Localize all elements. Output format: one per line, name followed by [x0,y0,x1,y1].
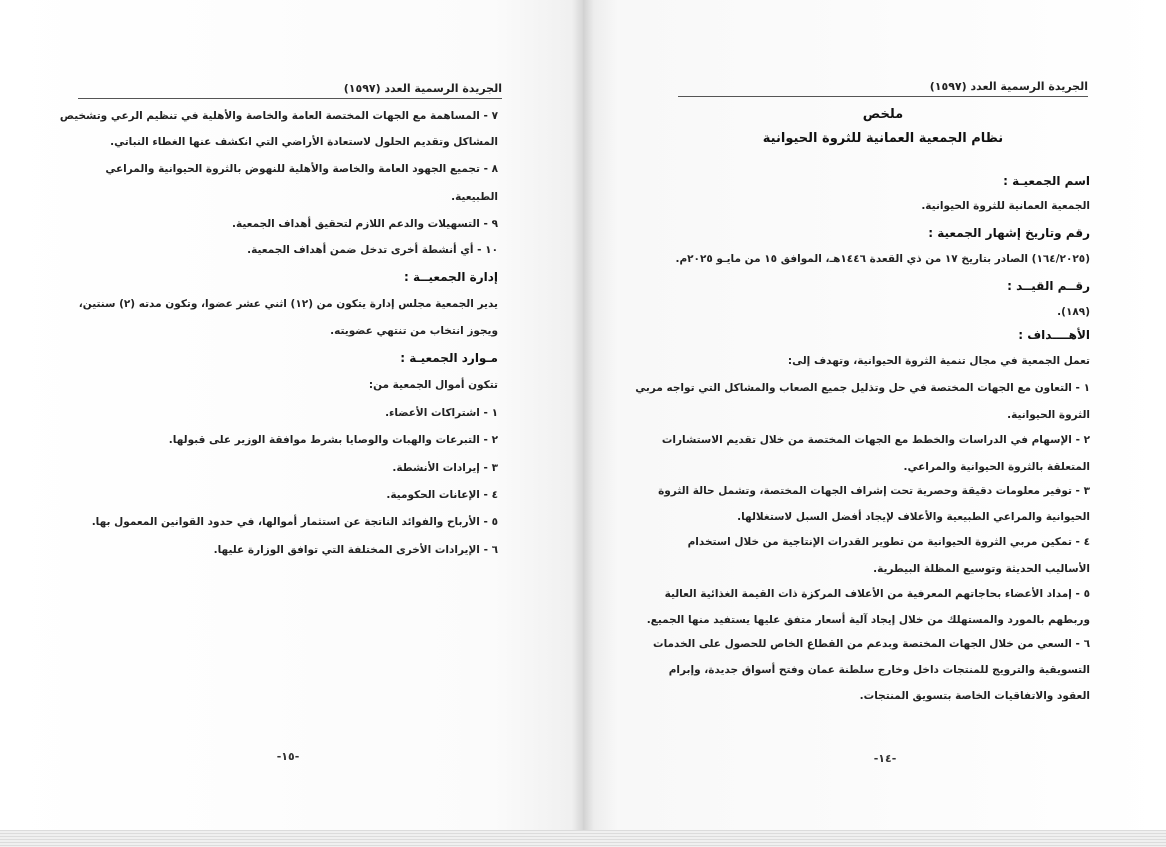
right-line: (١٦٤/٢٠٢٥) الصادر بتاريخ ١٧ من ذي القعدة ١٤٤٦هـ، الموافق ١٥ من مايـو ٢٠٢٥م. [675,253,1090,265]
right-line: تعمل الجمعية في مجال تنمية الثروة الحيوانية، وتهدف إلى: [787,355,1090,367]
book-gutter [572,0,594,832]
right-line: ٤ - تمكين مربي الثروة الحيوانية من تطوير القدرات الإنتاجية من خلال استخدام [687,536,1090,548]
left-line: ٦ - الإيرادات الأخرى المختلفة التي توافق الوزارة عليها. [213,544,498,556]
left-line: ٥ - الأرباح والفوائد الناتجة عن استثمار أموالها، في حدود القوانين المعمول بها. [91,516,498,528]
left-line: يدير الجمعية مجلس إدارة يتكون من (١٢) اثني عشر عضوا، وتكون مدته (٢) سنتين، [78,298,498,310]
left-section-heading: مـوارد الجمعيـة : [400,351,498,365]
right-line: ١ - التعاون مع الجهات المختصة في حل وتذليل جميع الصعاب والمشاكل التي تواجه مربي [635,382,1090,394]
right-section-heading: اسم الجمعيـة : [1003,174,1090,188]
left-line: ٨ - تجميع الجهود العامة والخاصة والأهلية للنهوض بالثروة الحيوانية والمراعي [105,163,498,175]
right-section-heading: رقم وتاريخ إشهار الجمعية : [928,226,1090,240]
right-page-number: -١٤- [873,752,897,765]
document-title: نظام الجمعية العمانية للثروة الحيوانية [762,131,1004,146]
right-line: (١٨٩). [1057,306,1090,318]
left-line: ويجوز انتخاب من تنتهي عضويته. [330,325,498,337]
left-page-number: -١٥- [276,750,300,763]
right-line: ٥ - إمداد الأعضاء بحاجاتهم المعرفية من الأعلاف المركزة ذات القيمة الغذائية العالية [664,588,1090,600]
summary-label: ملخص [862,107,904,122]
right-line: الأساليب الحديثة وتوسيع المظلة البيطرية. [873,563,1090,575]
right-line: الثروة الحيوانية. [1007,409,1090,421]
right-line: وربطهم بالمورد والمستهلك من خلال إيجاد آلية أسعار متفق عليها يستفيد منها الجميع. [646,614,1090,626]
left-line: تتكون أموال الجمعية من: [368,379,498,391]
right-line: المتعلقة بالثروة الحيوانية والمراعي. [903,461,1090,473]
left-line: ١٠ - أي أنشطة أخرى تدخل ضمن أهداف الجمعية. [247,244,498,256]
right-line: ٦ - السعي من خلال الجهات المختصة وبدعم من القطاع الخاص للحصول على الخدمات [653,638,1090,650]
right-line: ٣ - توفير معلومات دقيقة وحصرية تحت إشراف الجهات المختصة، وتشمل حالة الثروة [658,485,1090,497]
right-section-heading: رقــم القيــد : [1007,279,1090,293]
left-section-heading: إدارة الجمعيــة : [404,270,498,284]
left-line: ٧ - المساهمة مع الجهات المختصة العامة والخاصة والأهلية في تنظيم الرعي وتشخيص [59,110,498,122]
left-line: ١ - اشتراكات الأعضاء. [385,407,498,419]
right-line: ٢ - الإسهام في الدراسات والخطط مع الجهات المختصة من خلال تقديم الاستشارات [661,434,1090,446]
left-line: ٢ - التبرعات والهبات والوصايا بشرط موافقة الوزير على قبولها. [168,434,498,446]
book-bottom-edge [0,830,1166,847]
left-line: المشاكل وتقديم الحلول لاستعادة الأراضي التي انكشف عنها الغطاء النباتي. [110,136,498,148]
left-page-header: الجريدة الرسمية العدد (١٥٩٧) [78,82,502,99]
right-line: التسويقية والترويج للمنتجات داخل وخارج سلطنة عمان وفتح أسواق جديدة، وإبرام [668,664,1090,676]
left-line: ٣ - إيرادات الأنشطة. [392,462,498,474]
left-line: ٩ - التسهيلات والدعم اللازم لتحقيق أهداف الجمعية. [232,218,498,230]
right-section-heading: الأهــــداف : [1018,328,1090,342]
right-line: الجمعية العمانية للثروة الحيوانية. [921,200,1090,212]
right-line: الحيوانية والمراعي الطبيعية والأعلاف لإيجاد أفضل السبل لاستغلالها. [737,511,1090,523]
right-page-header: الجريدة الرسمية العدد (١٥٩٧) [678,80,1088,97]
right-line: العقود والاتفاقيات الخاصة بتسويق المنتجات. [859,690,1090,702]
left-line: ٤ - الإعانات الحكومية. [386,489,498,501]
left-line: الطبيعية. [451,191,498,203]
